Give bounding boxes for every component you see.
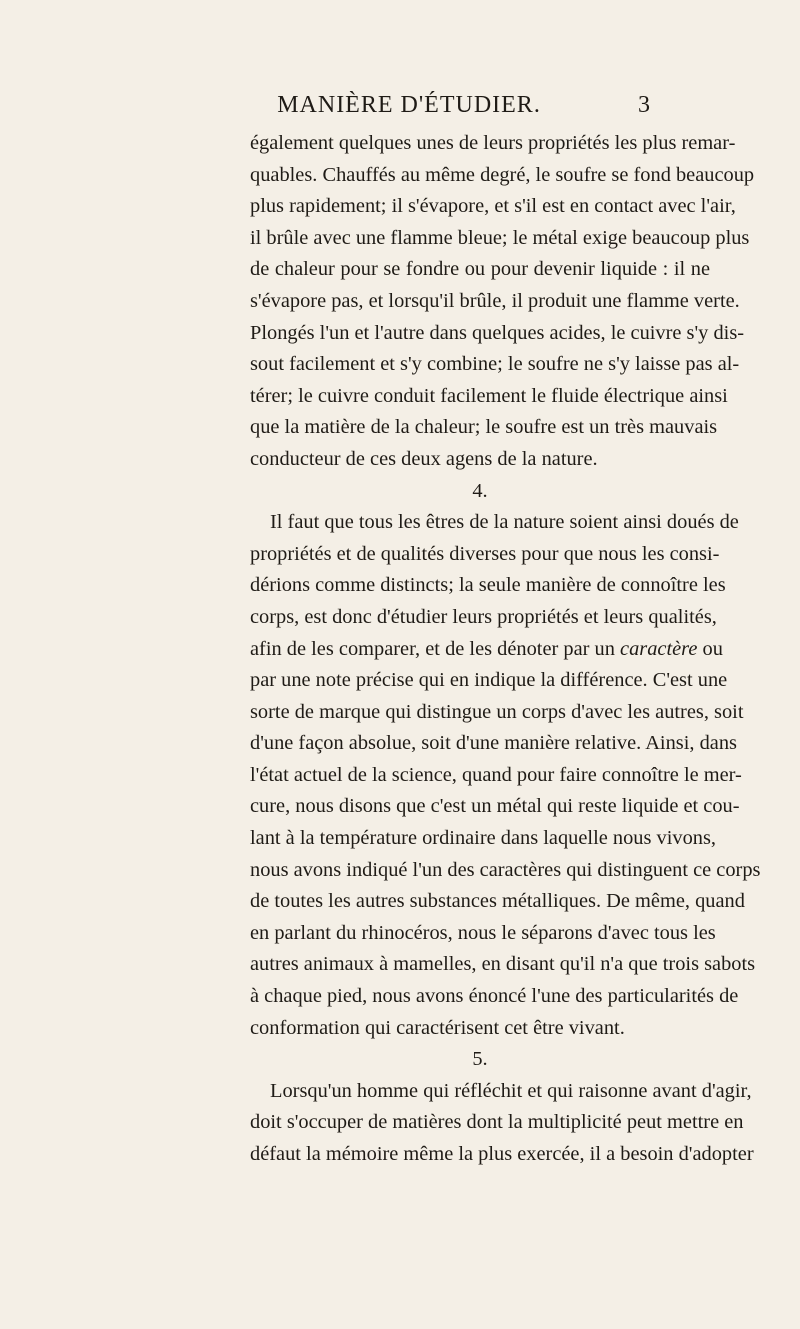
text-line: conformation qui caractérisent cet être vivant.	[250, 1016, 625, 1039]
text-line: dérions comme distincts; la seule manière de connoître les	[250, 574, 726, 597]
text-line: défaut la mémoire même la plus exercée, il a besoin d'adopter	[250, 1143, 754, 1165]
page-number: 3	[638, 92, 650, 118]
running-title: MANIÈRE D'ÉTUDIER.	[277, 92, 541, 118]
text-line: quables. Chauffés au même degré, le soufre se fond beaucoup	[250, 163, 755, 186]
body-text	[250, 128, 761, 1171]
text-fragment: ou	[702, 637, 723, 660]
text-line: autres animaux à mamelles, en disant qu'il n'a que trois sabots	[250, 953, 756, 976]
text-line: Lorsqu'un homme qui réfléchit et qui raisonne avant d'agir,	[270, 1079, 752, 1102]
text-line: à chaque pied, nous avons énoncé l'une des particularités de	[250, 985, 739, 1008]
section-number-5: 5.	[472, 1048, 488, 1071]
text-line: par une note précise qui en indique la différence. C'est une	[250, 669, 728, 692]
text-line: corps, est donc d'étudier leurs propriétés et leurs qualités,	[250, 605, 717, 628]
text-line: s'évapore pas, et lorsqu'il brûle, il produit une flamme verte.	[250, 289, 740, 312]
italic-term: caractère	[620, 637, 698, 660]
text-fragment: afin de les comparer, et de les dénoter par un	[250, 637, 615, 660]
text-line: Plongés l'un et l'autre dans quelques acides, le cuivre s'y dis-	[250, 321, 745, 344]
text-line: propriétés et de qualités diverses pour que nous les consi-	[250, 542, 720, 565]
text-line: Il faut que tous les êtres de la nature soient ainsi doués de	[270, 511, 739, 534]
text-line: également quelques unes de leurs propriétés les plus remar-	[250, 132, 736, 154]
text-line: sorte de marque qui distingue un corps d'avec les autres, soit	[250, 700, 744, 723]
text-line: en parlant du rhinocéros, nous le séparons d'avec tous les	[250, 921, 716, 944]
text-line: l'état actuel de la science, quand pour faire connoître le mer-	[250, 763, 742, 786]
text-line: cure, nous disons que c'est un métal qui reste liquide et cou-	[250, 795, 740, 818]
text-line-with-italic	[250, 634, 723, 666]
text-line: conducteur de ces deux agens de la nature.	[250, 447, 598, 470]
text-line: doit s'occuper de matières dont la multiplicité peut mettre en	[250, 1111, 744, 1134]
text-line: lant à la température ordinaire dans laquelle nous vivons,	[250, 827, 716, 850]
text-line: sout facilement et s'y combine; le soufre ne s'y laisse pas al-	[250, 353, 740, 376]
text-line: térer; le cuivre conduit facilement le fluide électrique ainsi	[250, 384, 728, 407]
text-line: plus rapidement; il s'évapore, et s'il est en contact avec l'air,	[250, 195, 736, 218]
text-line: il brûle avec une flamme bleue; le métal exige beaucoup plus	[250, 226, 750, 249]
text-line: que la matière de la chaleur; le soufre est un très mauvais	[250, 416, 718, 439]
text-line: de toutes les autres substances métalliques. De même, quand	[250, 890, 745, 913]
section-number-4: 4.	[472, 479, 488, 502]
text-line: de chaleur pour se fondre ou pour devenir liquide : il ne	[250, 258, 710, 281]
page-header	[0, 86, 800, 120]
text-line: d'une façon absolue, soit d'une manière relative. Ainsi, dans	[250, 732, 737, 755]
text-line: nous avons indiqué l'un des caractères qui distinguent ce corps	[250, 858, 761, 881]
